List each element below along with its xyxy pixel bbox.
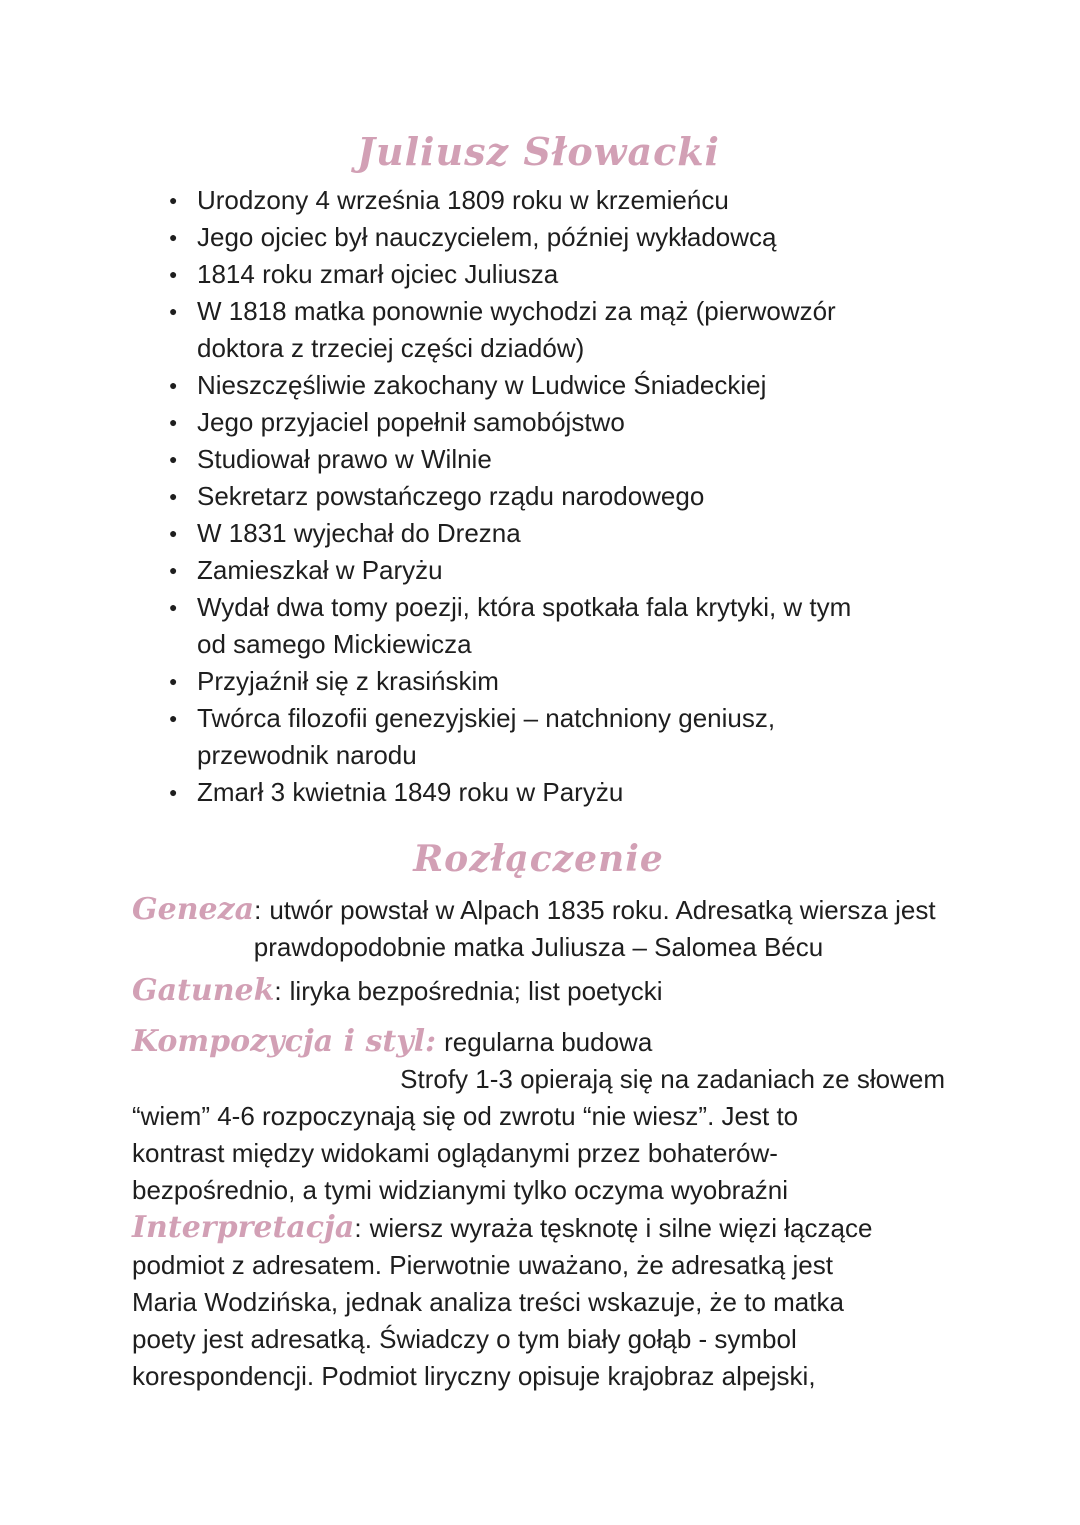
interpretacja-colon: :	[354, 1213, 362, 1243]
section-title: Rozłączenie	[413, 838, 664, 880]
paragraph-line: bezpośrednio, a tymi widzianymi tylko oczyma wyobraźni	[132, 1175, 789, 1205]
bullet-line: ● 1814 roku zmarł ojciec Juliusza	[197, 259, 559, 289]
interpretacja-paragraph	[132, 1209, 945, 1395]
paragraph-line: Maria Wodzińska, jednak analiza treści wskazuje, że to matka	[132, 1287, 844, 1317]
paragraph-text: utwór powstał w Alpach 1835 roku. Adresatką wiersza jest	[269, 895, 936, 925]
paragraph-line	[132, 972, 945, 1010]
paragraph-line: Strofy 1-3 opierają się na zadaniach ze słowem	[400, 1064, 945, 1094]
bullet-item	[132, 552, 945, 589]
bullet-line: od samego Mickiewicza	[197, 629, 472, 659]
bullet-line: ● Zamieszkał w Paryżu	[197, 555, 443, 585]
bullet-item	[132, 478, 945, 515]
bullet-item	[132, 515, 945, 552]
bullet-line: ● Nieszczęśliwie zakochany w Ludwice Śniadeckiej	[197, 370, 767, 400]
paragraph-line: poety jest adresatką. Świadczy o tym biały gołąb - symbol	[132, 1324, 797, 1354]
bullet-item	[132, 293, 945, 367]
paragraph-line: podmiot z adresatem. Pierwotnie uważano, że adresatką jest	[132, 1250, 833, 1280]
bullet-item	[132, 441, 945, 478]
paragraph-line: kontrast między widokami oglądanymi przez bohaterów-	[132, 1138, 778, 1168]
paragraph-text: liryka bezpośrednia; list poetycki	[289, 976, 663, 1006]
paragraph-text: wiersz wyraża tęsknotę i silne więzi łączące	[369, 1213, 873, 1243]
bullet-item	[132, 256, 945, 293]
interpretacja-label: Interpretacja	[132, 1210, 355, 1245]
kompozycja-label: Kompozycja i styl:	[132, 1024, 437, 1059]
paragraph-text: regularna budowa	[444, 1027, 653, 1057]
paragraph-line	[132, 1209, 945, 1247]
paragraph-line	[132, 891, 945, 929]
bullet-line: ● Jego przyjaciel popełnił samobójstwo	[197, 407, 625, 437]
bullet-item	[132, 663, 945, 700]
paragraph-line	[132, 1023, 945, 1061]
bullet-line: ● Twórca filozofii genezyjskiej – natchniony geniusz,	[197, 703, 776, 733]
geneza-colon: :	[254, 895, 262, 925]
bullet-line: ● Urodzony 4 września 1809 roku w krzemieńcu	[197, 185, 729, 215]
gatunek-paragraph	[132, 972, 945, 1010]
bullet-line: ● Wydał dwa tomy poezji, która spotkała fala krytyki, w tym	[197, 592, 852, 622]
bullet-item	[132, 774, 945, 811]
page-title: Juliusz Słowacki	[357, 129, 720, 174]
bullet-item	[132, 404, 945, 441]
document-content	[132, 130, 945, 1395]
bullet-item	[132, 700, 945, 774]
bullet-item	[132, 589, 945, 663]
bullet-line: doktora z trzeciej części dziadów)	[197, 333, 585, 363]
geneza-paragraph	[132, 891, 945, 966]
paragraph-line: korespondencji. Podmiot liryczny opisuje krajobraz alpejski,	[132, 1361, 816, 1391]
bullet-line: ● Przyjaźnił się z krasińskim	[197, 666, 499, 696]
paragraph-line: “wiem” 4-6 rozpoczynają się od zwrotu “nie wiesz”. Jest to	[132, 1101, 799, 1131]
bullet-line: ● W 1831 wyjechał do Drezna	[197, 518, 521, 548]
paragraph-line: prawdopodobnie matka Juliusza – Salomea Bécu	[253, 932, 824, 962]
biography-bullet-list	[132, 182, 945, 811]
bullet-line: ● W 1818 matka ponownie wychodzi za mąż (pierwowzór	[197, 296, 836, 326]
bullet-item	[132, 219, 945, 256]
bullet-line: ● Sekretarz powstańczego rządu narodowego	[197, 481, 705, 511]
gatunek-label: Gatunek	[132, 973, 275, 1008]
bullet-item	[132, 182, 945, 219]
gatunek-colon: :	[274, 976, 282, 1006]
kompozycja-paragraph	[132, 1023, 945, 1209]
bullet-line: ● Zmarł 3 kwietnia 1849 roku w Paryżu	[197, 777, 624, 807]
bullet-line: ● Studiował prawo w Wilnie	[197, 444, 492, 474]
bullet-line: ● Jego ojciec był nauczycielem, później wykładowcą	[197, 222, 777, 252]
geneza-label: Geneza	[132, 892, 255, 927]
bullet-line: przewodnik narodu	[197, 740, 417, 770]
bullet-item	[132, 367, 945, 404]
